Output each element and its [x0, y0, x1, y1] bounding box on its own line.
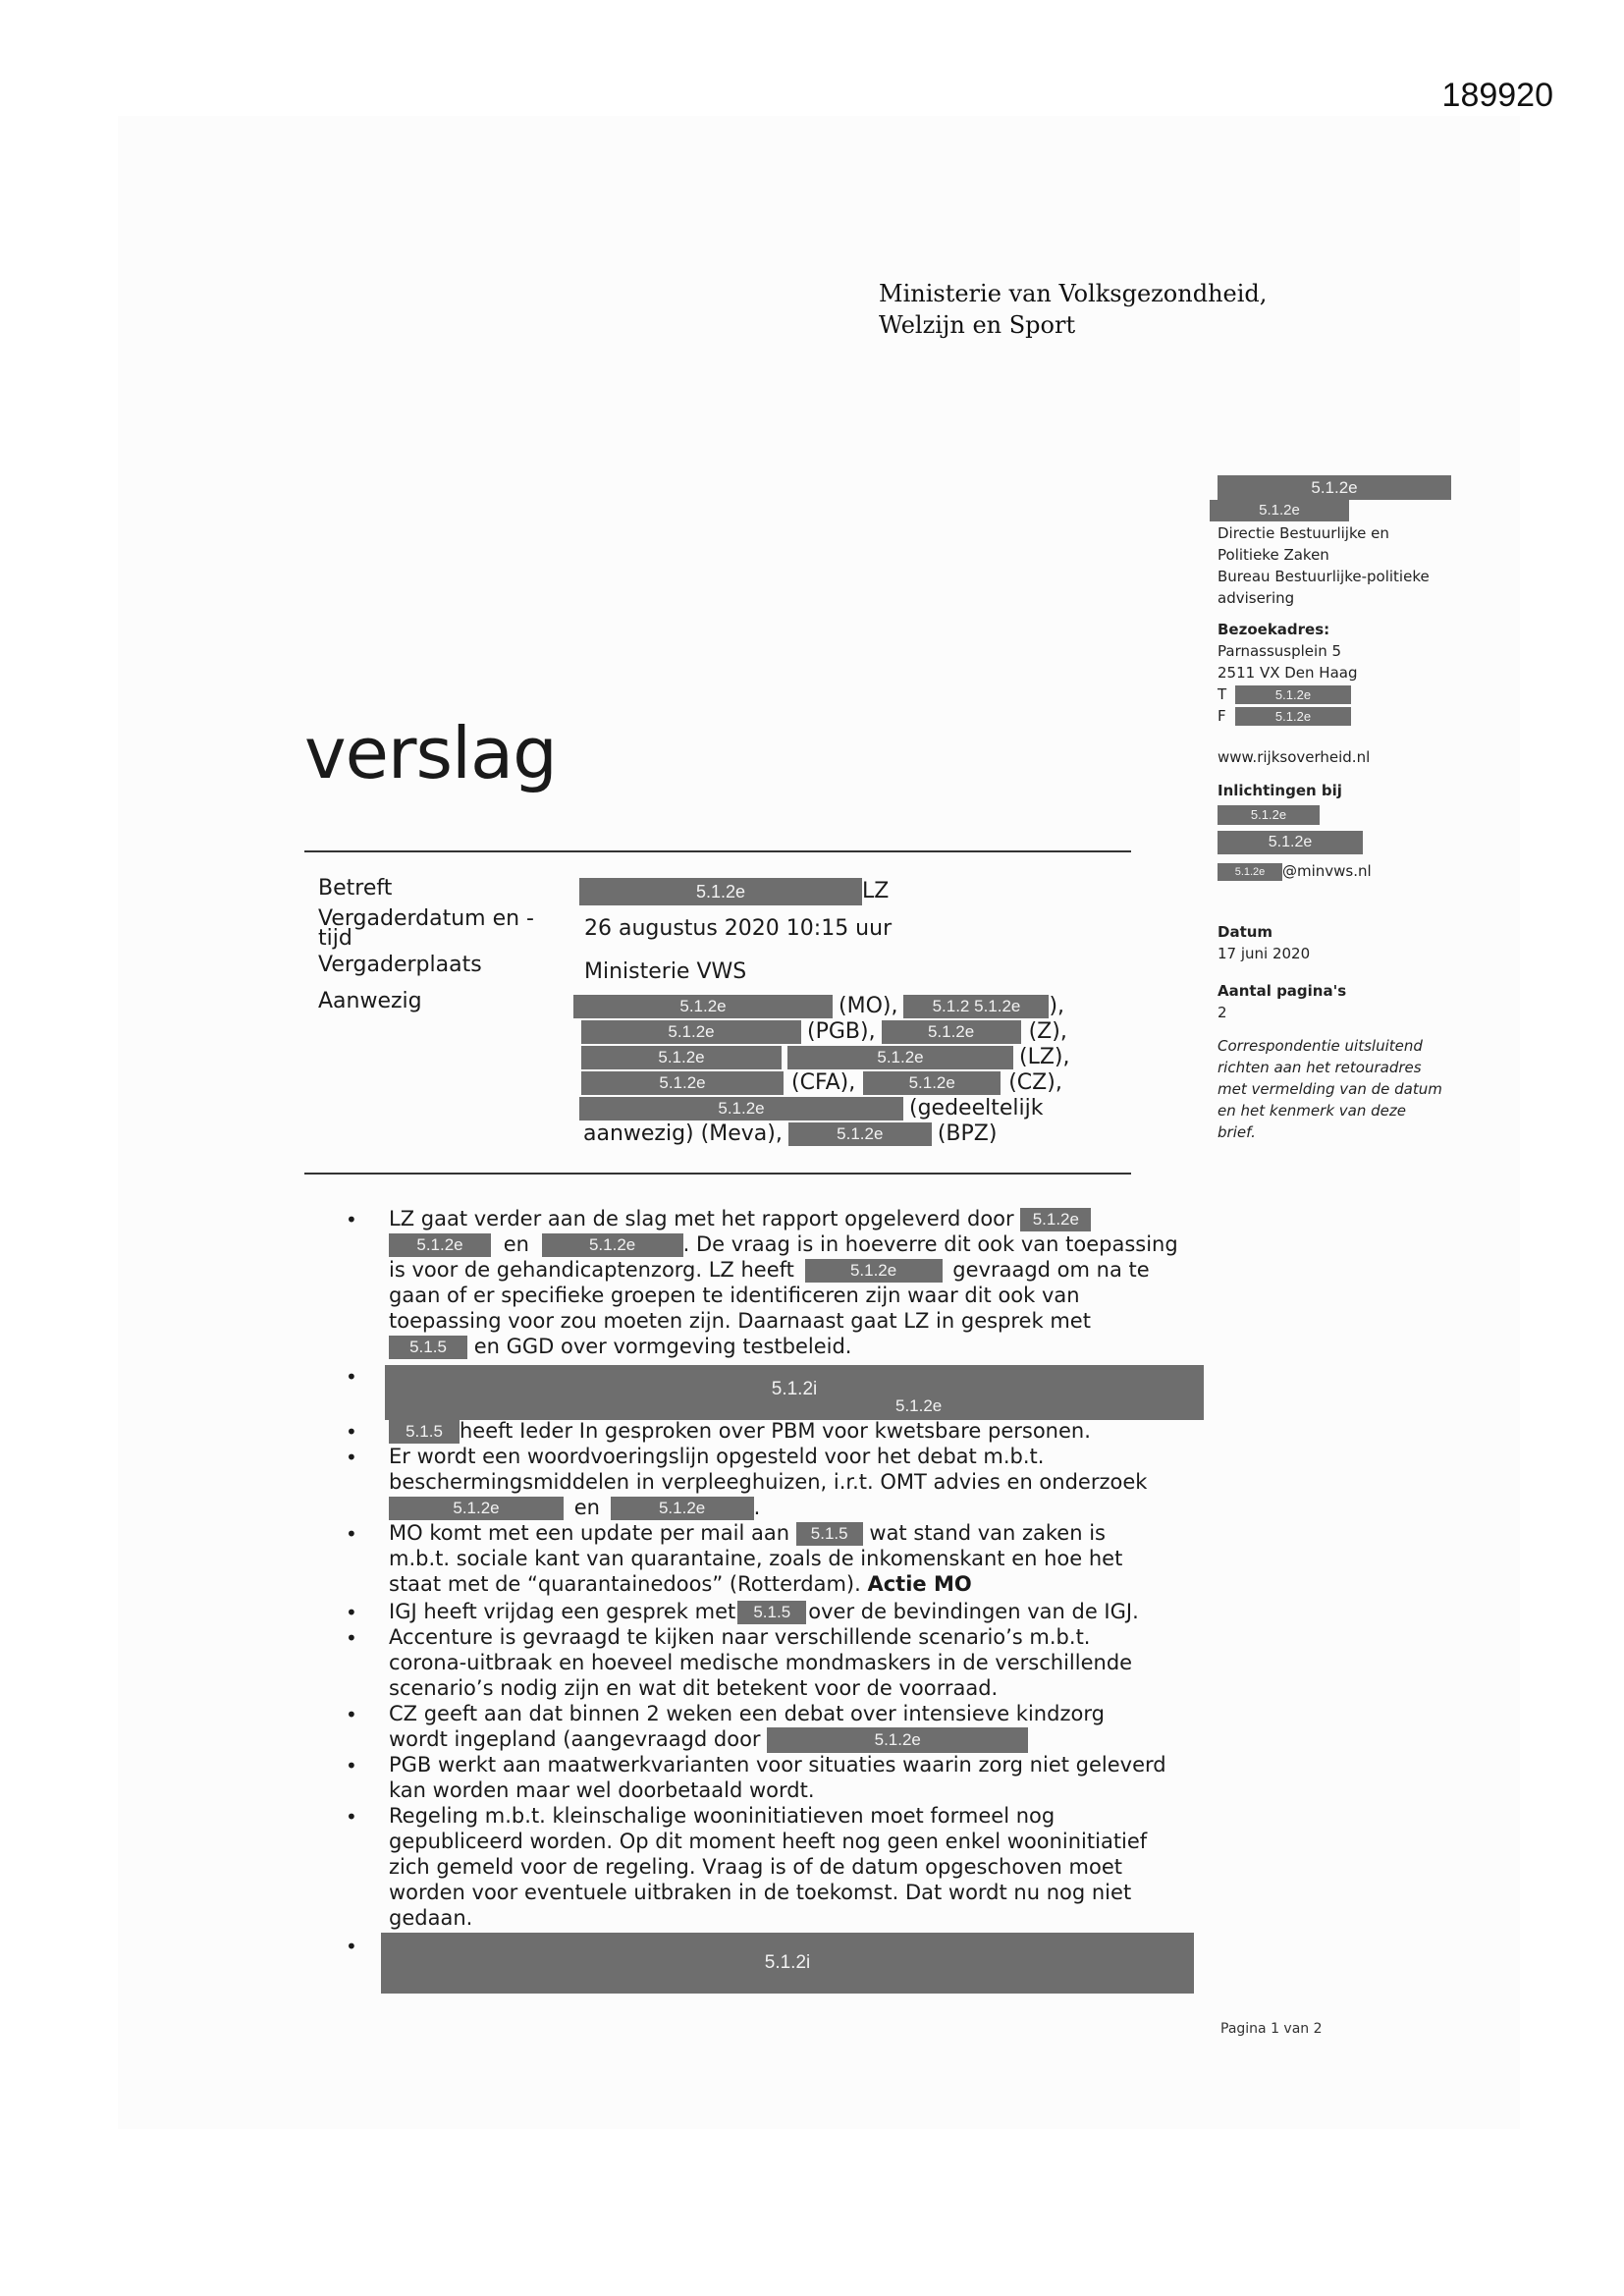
email-suffix: @minvws.nl	[1282, 862, 1372, 880]
redacted-block-1: 5.1.2i 5.1.2e	[385, 1365, 1204, 1420]
bullet-marker: •	[346, 1522, 357, 1546]
page-title: verslag	[304, 712, 557, 794]
subject-label: Betreft	[318, 876, 393, 901]
info-redaction-1: 5.1.2e	[1218, 805, 1320, 825]
sidebar-redaction-a: 5.1.2e	[1218, 475, 1451, 500]
meeting-place-value: Ministerie VWS	[584, 959, 747, 984]
phone-row: T 5.1.2e	[1218, 683, 1358, 705]
attendees-label: Aanwezig	[318, 989, 422, 1013]
sidebar-redaction-b: 5.1.2e	[1210, 499, 1349, 521]
visit-address-label: Bezoekadres:	[1218, 621, 1330, 638]
date-value: 17 juni 2020	[1218, 945, 1311, 962]
list-item-1: LZ gaat verder aan de slag met het rapport opgeleverd door 5.1.2e 5.1.2e en 5.1.2e . De vraag is in hoeverre dit ook van toepassing is voor de gehandicaptenzorg. LZ heeft 5.1.2e gevraagd om na te gaan of er specifieke groepen te identificeren zijn waar dit ook van toepassing voor zou moeten zijn. Daarnaast gaat LZ in gesprek met 5.1.5 en GGD over vormgeving testbeleid.	[389, 1207, 1178, 1358]
phone-redaction: 5.1.2e	[1235, 685, 1351, 704]
sidebar-note: Correspondentie uitsluitend richten aan het retouradres met vermelding van de datum en het kenmerk van deze brief.	[1218, 1037, 1442, 1141]
page-footer: Pagina 1 van 2	[1220, 2021, 1323, 2037]
department-line-2: Politieke Zaken	[1218, 546, 1329, 564]
sidebar-address	[1218, 619, 1358, 727]
sidebar-info	[1218, 780, 1372, 882]
list-item-7: Accenture is gevraagd te kijken naar verschillende scenario’s m.b.t. corona-uitbraak en hoeveel medische mondmaskers in de verschillende scenario’s nodig zijn en wat dit betekent voor de voorraad.	[389, 1625, 1133, 1700]
top-divider	[304, 850, 1131, 852]
bullet-marker: •	[346, 1626, 357, 1650]
list-item-5: MO komt met een update per mail aan 5.1.5 wat stand van zaken is m.b.t. sociale kant van quarantaine, zoals de inkomenskant en hoe het staat met de “quarantainedoos” (Rotterdam). Actie MO	[389, 1521, 1123, 1596]
sidebar-department	[1218, 522, 1430, 609]
sidebar-pages	[1218, 980, 1346, 1023]
city: 2511 VX Den Haag	[1218, 664, 1358, 682]
fax-redaction: 5.1.2e	[1235, 707, 1351, 726]
document-number: 189920	[1441, 77, 1553, 114]
website-link[interactable]: www.rijksoverheid.nl	[1218, 748, 1371, 766]
department-line-4: advisering	[1218, 589, 1295, 607]
sidebar-date	[1218, 921, 1310, 964]
ministry-logo-text	[879, 278, 1267, 341]
pages-value: 2	[1218, 1004, 1227, 1021]
department-line-1: Directie Bestuurlijke en	[1218, 524, 1389, 542]
list-item-6: IGJ heeft vrijdag een gesprek met 5.1.5 over de bevindingen van de IGJ.	[389, 1600, 1139, 1623]
list-item-4: Er wordt een woordvoeringslijn opgesteld voor het debat m.b.t. beschermingsmiddelen in verpleeghuizen, i.r.t. OMT advies en onderzoek 5.1.2e en 5.1.2e .	[389, 1445, 1148, 1519]
list-item-3: 5.1.5 heeft Ieder In gesproken over PBM voor kwetsbare personen.	[389, 1418, 1194, 1444]
meeting-date-value: 26 augustus 2020 10:15 uur	[584, 916, 893, 941]
bullet-marker: •	[346, 1754, 357, 1777]
meeting-place-label: Vergaderplaats	[318, 953, 482, 977]
list-item-10: Regeling m.b.t. kleinschalige wooninitiatieven moet formeel nog gepubliceerd worden. Op dit moment heeft nog geen enkel wooninitiatief zich gemeld voor de regeling. Vraag is of de datum opgeschoven moet worden voor eventuele uitbraken in de toekomst. Dat wordt nu nog niet gedaan.	[389, 1804, 1148, 1930]
date-label: Datum	[1218, 923, 1273, 941]
bullet-marker: •	[346, 1420, 357, 1444]
bullet-marker: •	[346, 1805, 357, 1829]
subject-value: 5.1.2e LZ	[579, 877, 889, 906]
pages-label: Aantal pagina's	[1218, 982, 1347, 1000]
ministry-line-2: Welzijn en Sport	[879, 311, 1076, 339]
redacted-block-2: 5.1.2i	[381, 1933, 1194, 1994]
bullet-marker: •	[346, 1446, 357, 1469]
street: Parnassusplein 5	[1218, 642, 1342, 660]
subject-redaction: 5.1.2e	[579, 878, 862, 905]
bullet-marker: •	[346, 1365, 357, 1389]
attendees-list: 5.1.2e (MO), 5.1.2 5.1.2e ), 5.1.2e (PGB), 5.1.2e (Z), 5.1.2e 5.1.2e (LZ), 5.1.2e (CFA), 5.1.2e (CZ), 5.1.2e (gedeeltelijk aanwezig) (Meva), 5.1.2e (BPZ)	[573, 992, 1123, 1145]
info-redaction-2: 5.1.2e	[1218, 831, 1363, 854]
bullet-marker: •	[346, 1703, 357, 1726]
list-item-9: PGB werkt aan maatwerkvarianten voor situaties waarin zorg niet geleverd kan worden maar wel doorbetaald wordt.	[389, 1753, 1166, 1802]
bullet-marker: •	[346, 1601, 357, 1624]
bullet-marker: •	[346, 1208, 357, 1231]
bottom-divider	[304, 1173, 1131, 1175]
list-item-8: CZ geeft aan dat binnen 2 weken een debat over intensieve kindzorg wordt ingepland (aangevraagd door 5.1.2e	[389, 1702, 1105, 1751]
ministry-line-1: Ministerie van Volksgezondheid,	[879, 280, 1268, 307]
meeting-date-label: Vergaderdatum en - tijd	[318, 906, 534, 951]
info-label: Inlichtingen bij	[1218, 782, 1342, 799]
fax-row: F 5.1.2e	[1218, 705, 1358, 727]
bullet-marker: •	[346, 1935, 357, 1958]
email-redaction: 5.1.2e	[1218, 863, 1282, 881]
department-line-3: Bureau Bestuurlijke-politieke	[1218, 568, 1430, 585]
